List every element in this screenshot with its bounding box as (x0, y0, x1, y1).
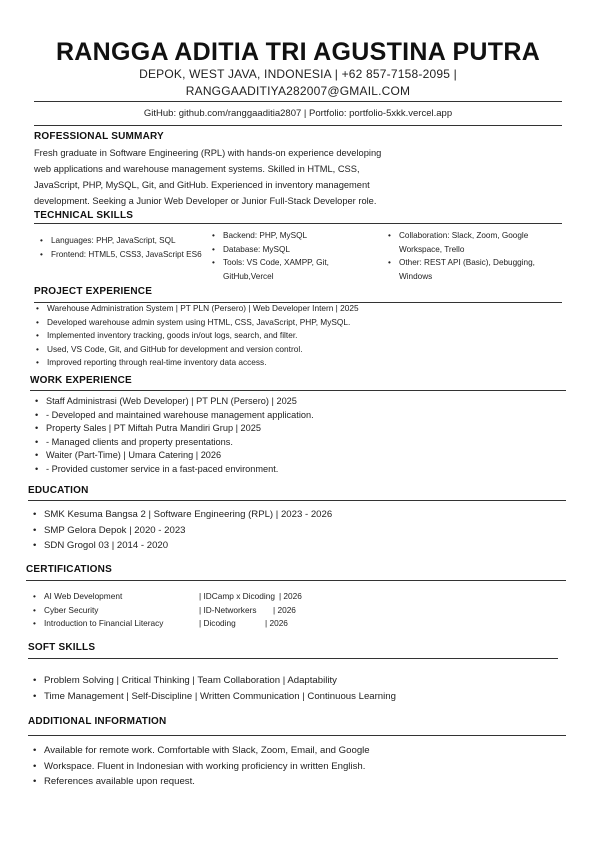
work-item: • - Managed clients and property presentations. (35, 436, 555, 450)
project-item: • Used, VS Code, Git, and GitHub for development and version control. (36, 343, 556, 357)
work-title: WORK EXPERIENCE (30, 375, 132, 386)
work-item: • Staff Administrasi (Web Developer) | PT PLN (Persero) | 2025 (35, 395, 555, 409)
certification-item (33, 590, 553, 604)
skill-item: • Frontend: HTML5, CSS3, JavaScript ES6 (40, 248, 205, 262)
work-item: • - Provided customer service in a fast-paced environment. (35, 463, 555, 477)
certification-item (33, 617, 553, 631)
additional-item: • Workspace. Fluent in Indonesian with working proficiency in written English. (33, 759, 553, 775)
additional-list (33, 743, 553, 790)
work-item: • Waiter (Part-Time) | Umara Catering | 2026 (35, 449, 555, 463)
contact-line-email: RANGGAADITIYA282007@GMAIL.COM (185, 84, 411, 98)
certifications-divider (26, 580, 566, 581)
certification-title: • Introduction to Financial Literacy (44, 618, 164, 628)
education-divider (28, 500, 566, 501)
header-divider (34, 101, 562, 102)
certifications-list (33, 590, 553, 631)
soft-skills-list (33, 673, 553, 705)
additional-item: • References available upon request. (33, 774, 553, 790)
skills-title: TECHNICAL SKILLS (34, 210, 134, 221)
work-item: • - Developed and maintained warehouse management application. (35, 409, 555, 423)
project-item: • Developed warehouse admin system using HTML, CSS, JavaScript, PHP, MySQL. (36, 316, 556, 330)
work-divider (30, 390, 566, 391)
summary-title: ROFESSIONAL SUMMARY (34, 131, 164, 142)
links-line: GitHub: github.com/ranggaaditia2807 | Portfolio: portfolio-5xkk.vercel.app (143, 108, 453, 119)
certification-year: | 2026 (273, 604, 296, 615)
skill-item: • Database: MySQL (212, 243, 372, 257)
certification-item (33, 604, 553, 618)
resume-name: RANGGA ADITIA TRI AGUSTINA PUTRA (55, 38, 541, 66)
skills-divider (34, 223, 562, 224)
certification-title: • Cyber Security (44, 604, 99, 615)
project-item: • Implemented inventory tracking, goods in/out logs, search, and filter. (36, 329, 556, 343)
certification-year: | 2026 (278, 591, 302, 601)
education-list (33, 507, 553, 554)
education-item: • SDN Grogol 03 | 2014 - 2020 (33, 538, 553, 554)
education-item: • SMP Gelora Depok | 2020 - 2023 (33, 523, 553, 539)
soft-skill-item: • Time Management | Self-Discipline | Written Communication | Continuous Learning (33, 689, 553, 705)
skill-item: • Languages: PHP, JavaScript, SQL (40, 234, 205, 248)
skill-item: • Backend: PHP, MySQL (212, 229, 372, 243)
skill-item: • Tools: VS Code, XAMPP, Git, GitHub,Vercel (212, 256, 372, 283)
certification-provider: | IDCamp x Dicoding (199, 591, 275, 601)
summary-line: web applications and warehouse management systems. Skilled in HTML, CSS, (34, 164, 360, 174)
additional-title: ADDITIONAL INFORMATION (28, 716, 167, 727)
education-item: • SMK Kesuma Bangsa 2 | Software Engineering (RPL) | 2023 - 2026 (33, 507, 553, 523)
projects-title: PROJECT EXPERIENCE (34, 286, 153, 297)
soft-skill-item: • Problem Solving | Critical Thinking | Team Collaboration | Adaptability (33, 673, 553, 689)
work-list (35, 395, 555, 476)
project-item: • Improved reporting through real-time inventory data access. (36, 356, 556, 370)
work-item: • Property Sales | PT Miftah Putra Mandiri Grup | 2025 (35, 422, 555, 436)
certification-title: • AI Web Development (44, 591, 123, 601)
links-divider (34, 125, 562, 126)
soft-skills-divider (28, 658, 558, 659)
certification-provider: | ID-Networkers (199, 604, 257, 615)
certifications-title: CERTIFICATIONS (26, 564, 112, 575)
skill-item: • Collaboration: Slack, Zoom, Google Workspace, Trello (388, 229, 558, 256)
soft-skills-title: SOFT SKILLS (28, 642, 96, 653)
skills-column-2 (212, 229, 372, 283)
education-title: EDUCATION (28, 485, 89, 496)
certification-year: | 2026 (265, 618, 288, 628)
projects-list (36, 302, 556, 370)
skills-column-3 (388, 229, 558, 283)
summary-text (34, 145, 484, 209)
skills-column-1 (40, 234, 205, 261)
additional-divider (28, 735, 566, 736)
summary-line: Fresh graduate in Software Engineering (RPL) with hands-on experience developing (34, 148, 382, 158)
summary-line: JavaScript, PHP, MySQL, Git, and GitHub. Experienced in inventory management (34, 180, 370, 190)
skill-item: • Other: REST API (Basic), Debugging, Windows (388, 256, 558, 283)
certification-provider: | Dicoding (199, 618, 236, 628)
contact-line-location-phone: DEPOK, WEST JAVA, INDONESIA | +62 857-7158-2095 | (139, 67, 457, 81)
project-item: • Warehouse Administration System | PT PLN (Persero) | Web Developer Intern | 2025 (36, 302, 556, 316)
summary-line: development. Seeking a Junior Web Developer or Junior Full-Stack Developer role. (34, 196, 377, 206)
additional-item: • Available for remote work. Comfortable with Slack, Zoom, Email, and Google (33, 743, 553, 759)
